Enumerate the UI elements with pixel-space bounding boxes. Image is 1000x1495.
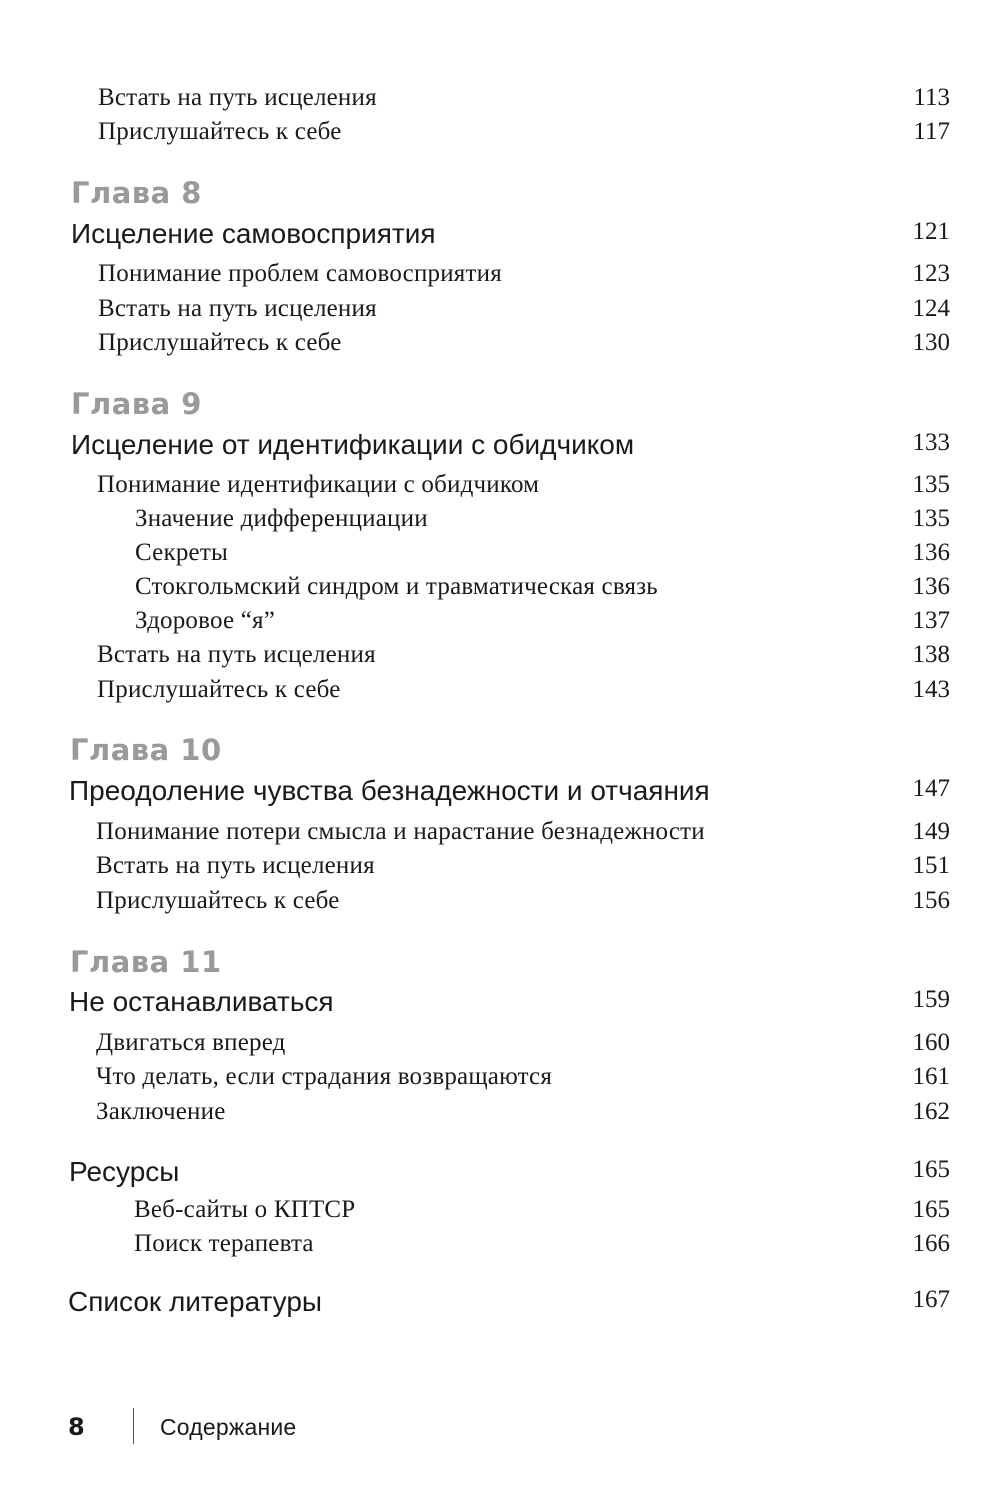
toc-entry-page: 147	[912, 775, 950, 802]
page-number: 8	[68, 1413, 85, 1441]
footer-divider	[133, 1408, 134, 1444]
toc-entry[interactable]	[0, 887, 1000, 927]
toc-entry-page: 156	[912, 887, 950, 914]
toc-entry-title: Секреты	[135, 539, 228, 566]
toc-entry-page: 166	[912, 1230, 950, 1257]
toc-entry[interactable]	[0, 852, 1000, 892]
toc-chapter-title: Не останавливаться	[69, 986, 334, 1017]
toc-entry-page: 165	[912, 1196, 950, 1223]
toc-entry[interactable]	[0, 1098, 1000, 1138]
toc-entry-title: Прислушайтесь к себе	[97, 676, 341, 703]
toc-entry-title: Встать на путь исцеления	[97, 641, 376, 668]
toc-entry[interactable]	[0, 641, 1000, 681]
toc-entry-page: 151	[912, 852, 950, 879]
toc-entry-title: Встать на путь исцеления	[98, 295, 377, 322]
toc-entry[interactable]	[0, 676, 1000, 716]
toc-entry-page: 133	[912, 429, 950, 456]
toc-entry-title: Прислушайтесь к себе	[96, 887, 340, 914]
toc-entry-page: 135	[912, 471, 950, 498]
toc-chapter-title: Ресурсы	[69, 1156, 180, 1187]
toc-entry-title: Значение дифференциации	[135, 505, 428, 532]
toc-entry-page: 136	[912, 539, 950, 566]
toc-entry-page: 117	[913, 118, 950, 145]
toc-entry-page: 113	[913, 84, 950, 111]
toc-entry-title: Поиск терапевта	[134, 1230, 314, 1257]
toc-entry-title: Понимание потери смысла и нарастание безнадежности	[96, 818, 705, 845]
toc-entry-page: 138	[912, 641, 950, 668]
chapter-label: Глава 11	[70, 945, 222, 979]
toc-entry-title: Здоровое “я”	[135, 607, 275, 634]
toc-chapter-entry[interactable]	[0, 218, 1000, 258]
toc-chapter-entry[interactable]	[0, 429, 1000, 469]
chapter-label: Глава 8	[71, 176, 202, 210]
toc-entry-title: Заключение	[96, 1098, 226, 1125]
toc-entry-page: 136	[912, 573, 950, 600]
chapter-label: Глава 10	[70, 733, 222, 767]
toc-chapter-title: Исцеление от идентификации с обидчиком	[71, 429, 635, 460]
toc-entry-page: 161	[912, 1063, 950, 1090]
toc-chapter-title: Список литературы	[68, 1286, 323, 1317]
toc-subentry[interactable]	[0, 1230, 1000, 1270]
toc-entry[interactable]	[0, 329, 1000, 369]
running-footer-section: Содержание	[160, 1414, 297, 1440]
toc-entry-title: Понимание идентификации с обидчиком	[97, 471, 540, 498]
toc-entry-page: 121	[912, 218, 950, 245]
toc-chapter-entry[interactable]	[0, 775, 1000, 815]
toc-entry[interactable]	[0, 1063, 1000, 1103]
toc-entry-title: Стокгольмский синдром и травматическая связь	[135, 573, 658, 600]
toc-entry-page: 162	[912, 1098, 950, 1125]
toc-entry-title: Понимание проблем самовосприятия	[98, 260, 502, 287]
toc-entry-title: Прислушайтесь к себе	[98, 329, 342, 356]
toc-entry[interactable]	[0, 118, 1000, 158]
toc-entry-title: Встать на путь исцеления	[98, 84, 377, 111]
toc-entry-page: 167	[912, 1286, 950, 1313]
toc-entry-title: Двигаться вперед	[96, 1029, 286, 1056]
toc-entry-page: 124	[912, 295, 950, 322]
toc-entry-page: 165	[912, 1156, 950, 1183]
chapter-label: Глава 9	[71, 387, 202, 421]
toc-entry-page: 130	[912, 329, 950, 356]
toc-entry-page: 137	[912, 607, 950, 634]
toc-entry-title: Веб-сайты о КПТСР	[134, 1196, 356, 1223]
toc-entry-page: 160	[912, 1029, 950, 1056]
toc-entry-title: Прислушайтесь к себе	[98, 118, 342, 145]
toc-entry-page: 123	[912, 260, 950, 287]
toc-chapter-entry[interactable]	[0, 1286, 1000, 1326]
toc-entry-title: Что делать, если страдания возвращаются	[96, 1063, 553, 1090]
toc-entry-page: 135	[912, 505, 950, 532]
toc-entry-title: Встать на путь исцеления	[96, 852, 375, 879]
toc-entry[interactable]	[0, 260, 1000, 300]
toc-entry-page: 159	[912, 986, 950, 1013]
toc-chapter-title: Преодоление чувства безнадежности и отчаяния	[69, 775, 710, 806]
toc-entry-page: 149	[912, 818, 950, 845]
toc-chapter-title: Исцеление самовосприятия	[71, 218, 436, 249]
toc-chapter-entry[interactable]	[0, 986, 1000, 1026]
toc-entry-page: 143	[912, 676, 950, 703]
toc-chapter-entry[interactable]	[0, 1156, 1000, 1196]
